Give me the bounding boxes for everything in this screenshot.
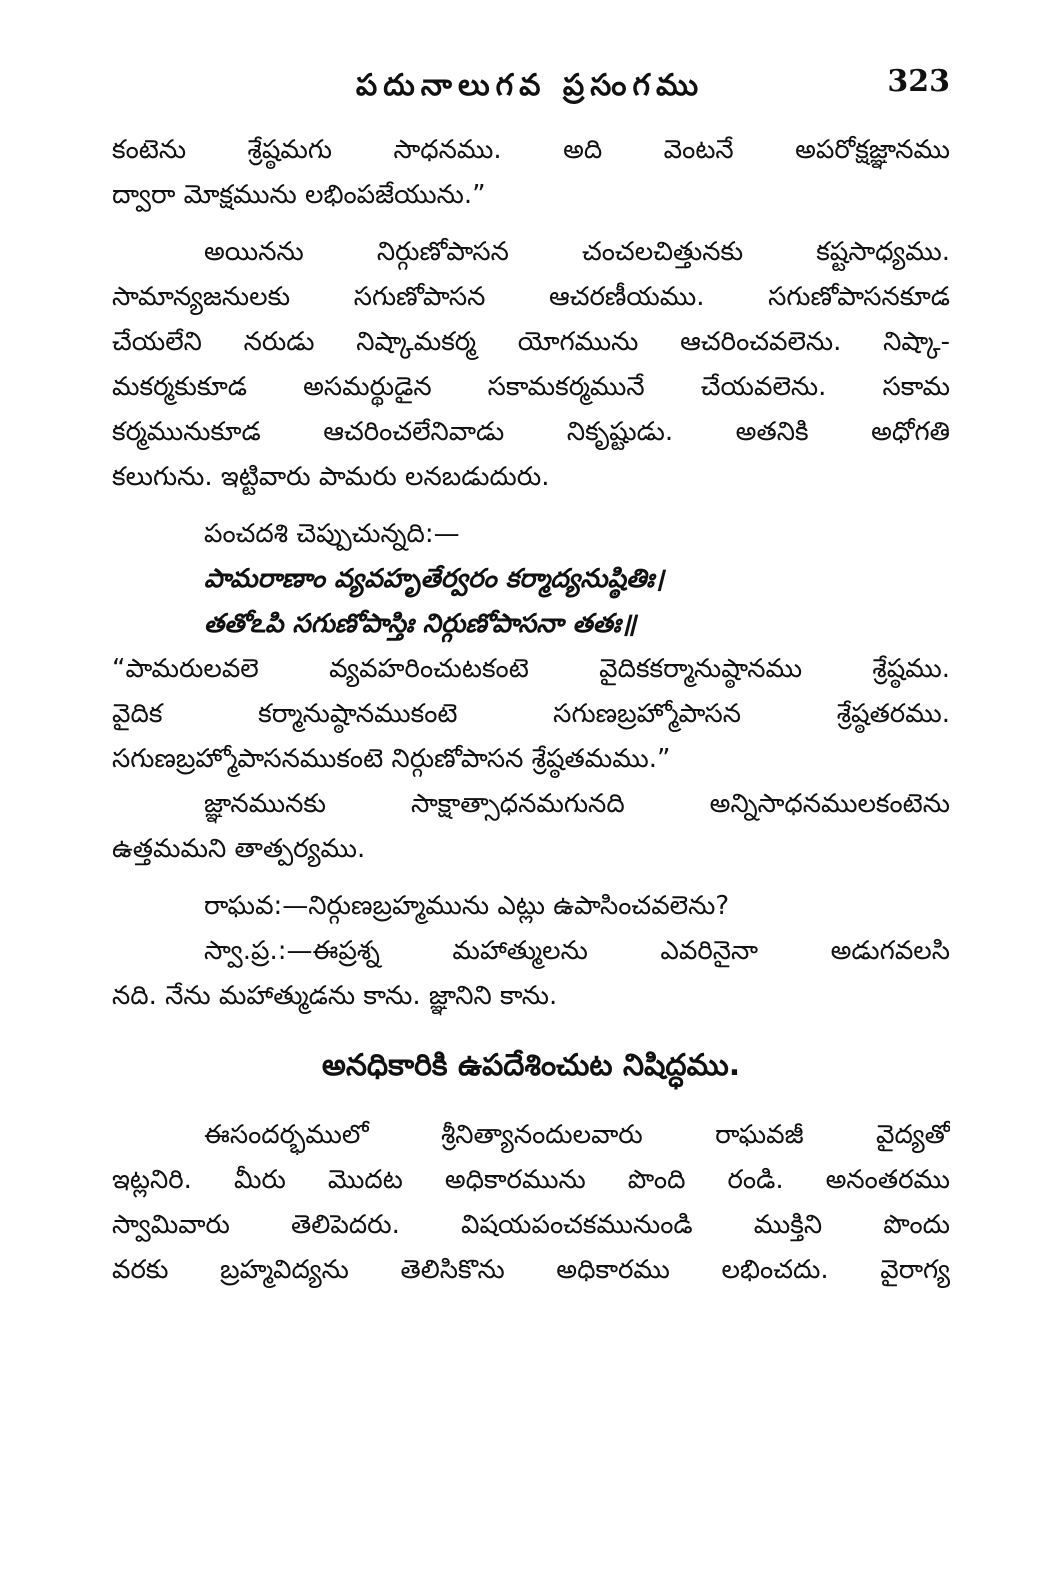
text-line: అయినను నిర్గుణోపాసన చంచలచిత్తునకు కష్టసాధ్యము.	[204, 237, 950, 267]
paragraph-4	[112, 647, 950, 782]
text-line: ఇట్లనిరి. మీరు మొదట అధికారమును పొంది రండి. అనంతరము	[112, 1165, 950, 1195]
paragraph-6: రాఘవ:—నిర్గుణబ్రహ్మమును ఎట్లు ఉపాసించవలెను?	[204, 891, 730, 921]
text-line: జ్ఞానమునకు సాక్షాత్సాధనమగునది అన్నిసాధనములకంటెను	[204, 789, 950, 819]
text-line: వైదిక కర్మానుష్ఠానముకంటె సగుణబ్రహ్మోపాసన శ్రేష్ఠతరము.	[112, 699, 950, 729]
running-title: పదునాలుగవ ప్రసంగము	[355, 68, 705, 103]
verse-line: పామరాణాం వ్యవహృతేర్వరం కర్మాద్యనుష్ఠితిః।	[204, 564, 664, 594]
text-line: చేయలేని నరుడు నిష్కామకర్మ యోగమును ఆచరించవలెను. నిష్కా-	[112, 327, 950, 357]
paragraph-1	[112, 128, 950, 218]
paragraph-7	[112, 929, 950, 1019]
text-line: నది. నేను మహాత్ముడను కాను. జ్ఞానిని కాను.	[112, 981, 558, 1011]
sanskrit-verse	[112, 557, 950, 647]
text-line: సగుణబ్రహ్మోపాసనముకంటె నిర్గుణోపాసన శ్రేష్ఠతమము.”	[112, 744, 671, 774]
text-line: కలుగును. ఇట్టివారు పామరు లనబడుదురు.	[112, 462, 550, 492]
text-line: ఈసందర్భములో శ్రీనిత్యానందులవారు రాఘవజీ వైద్యతో	[204, 1120, 950, 1150]
paragraph-5	[112, 782, 950, 872]
text-line: కర్మమునుకూడ ఆచరించలేనివాడు నికృష్టుడు. అతనికి అధోగతి	[112, 417, 950, 447]
text-line: స్వా.ప్ర.:—ఈప్రశ్న మహాత్ములను ఎవరినైనా అడుగవలసి	[204, 936, 950, 966]
paragraph-2	[112, 230, 950, 500]
text-line: సామాన్యజనులకు సగుణోపాసన ఆచరణీయము. సగుణోపాసనకూడ	[112, 282, 950, 312]
page-number: 323	[887, 64, 950, 99]
text-line: ఉత్తమమని తాత్పర్యము.	[112, 834, 366, 864]
text-line: “పామరులవలె వ్యవహరించుటకంటె వైదికకర్మానుష్ఠానము శ్రేష్ఠము.	[112, 654, 950, 684]
section-heading: అనధికారికి ఉపదేశించుట నిషిద్ధము.	[321, 1048, 741, 1083]
text-line: స్వామివారు తెలిపెదరు. విషయపంచకమునుండి ముక్తిని పొందు	[112, 1210, 950, 1240]
paragraph-8	[112, 1113, 950, 1293]
text-line: మకర్మకుకూడ అసమర్థుడైన సకామకర్మమునే చేయవలెను. సకామ	[112, 372, 950, 402]
running-header	[110, 62, 950, 112]
body-text	[112, 128, 950, 1293]
text-line: కంటెను శ్రేష్ఠమగు సాధనము. అది వెంటనే అపరోక్షజ్ఞానము	[112, 135, 950, 165]
paragraph-3: పంచదశి చెప్పుచున్నది:—	[204, 519, 460, 549]
text-line: వరకు బ్రహ్మవిద్యను తెలిసికొను అధికారము లభించదు. వైరాగ్య	[112, 1255, 950, 1285]
verse-line: తతోఽపి సగుణోపాస్తిః నిర్గుణోపాసనా తతః॥	[204, 609, 637, 639]
text-line: ద్వారా మోక్షమును లభింపజేయును.”	[112, 180, 486, 210]
